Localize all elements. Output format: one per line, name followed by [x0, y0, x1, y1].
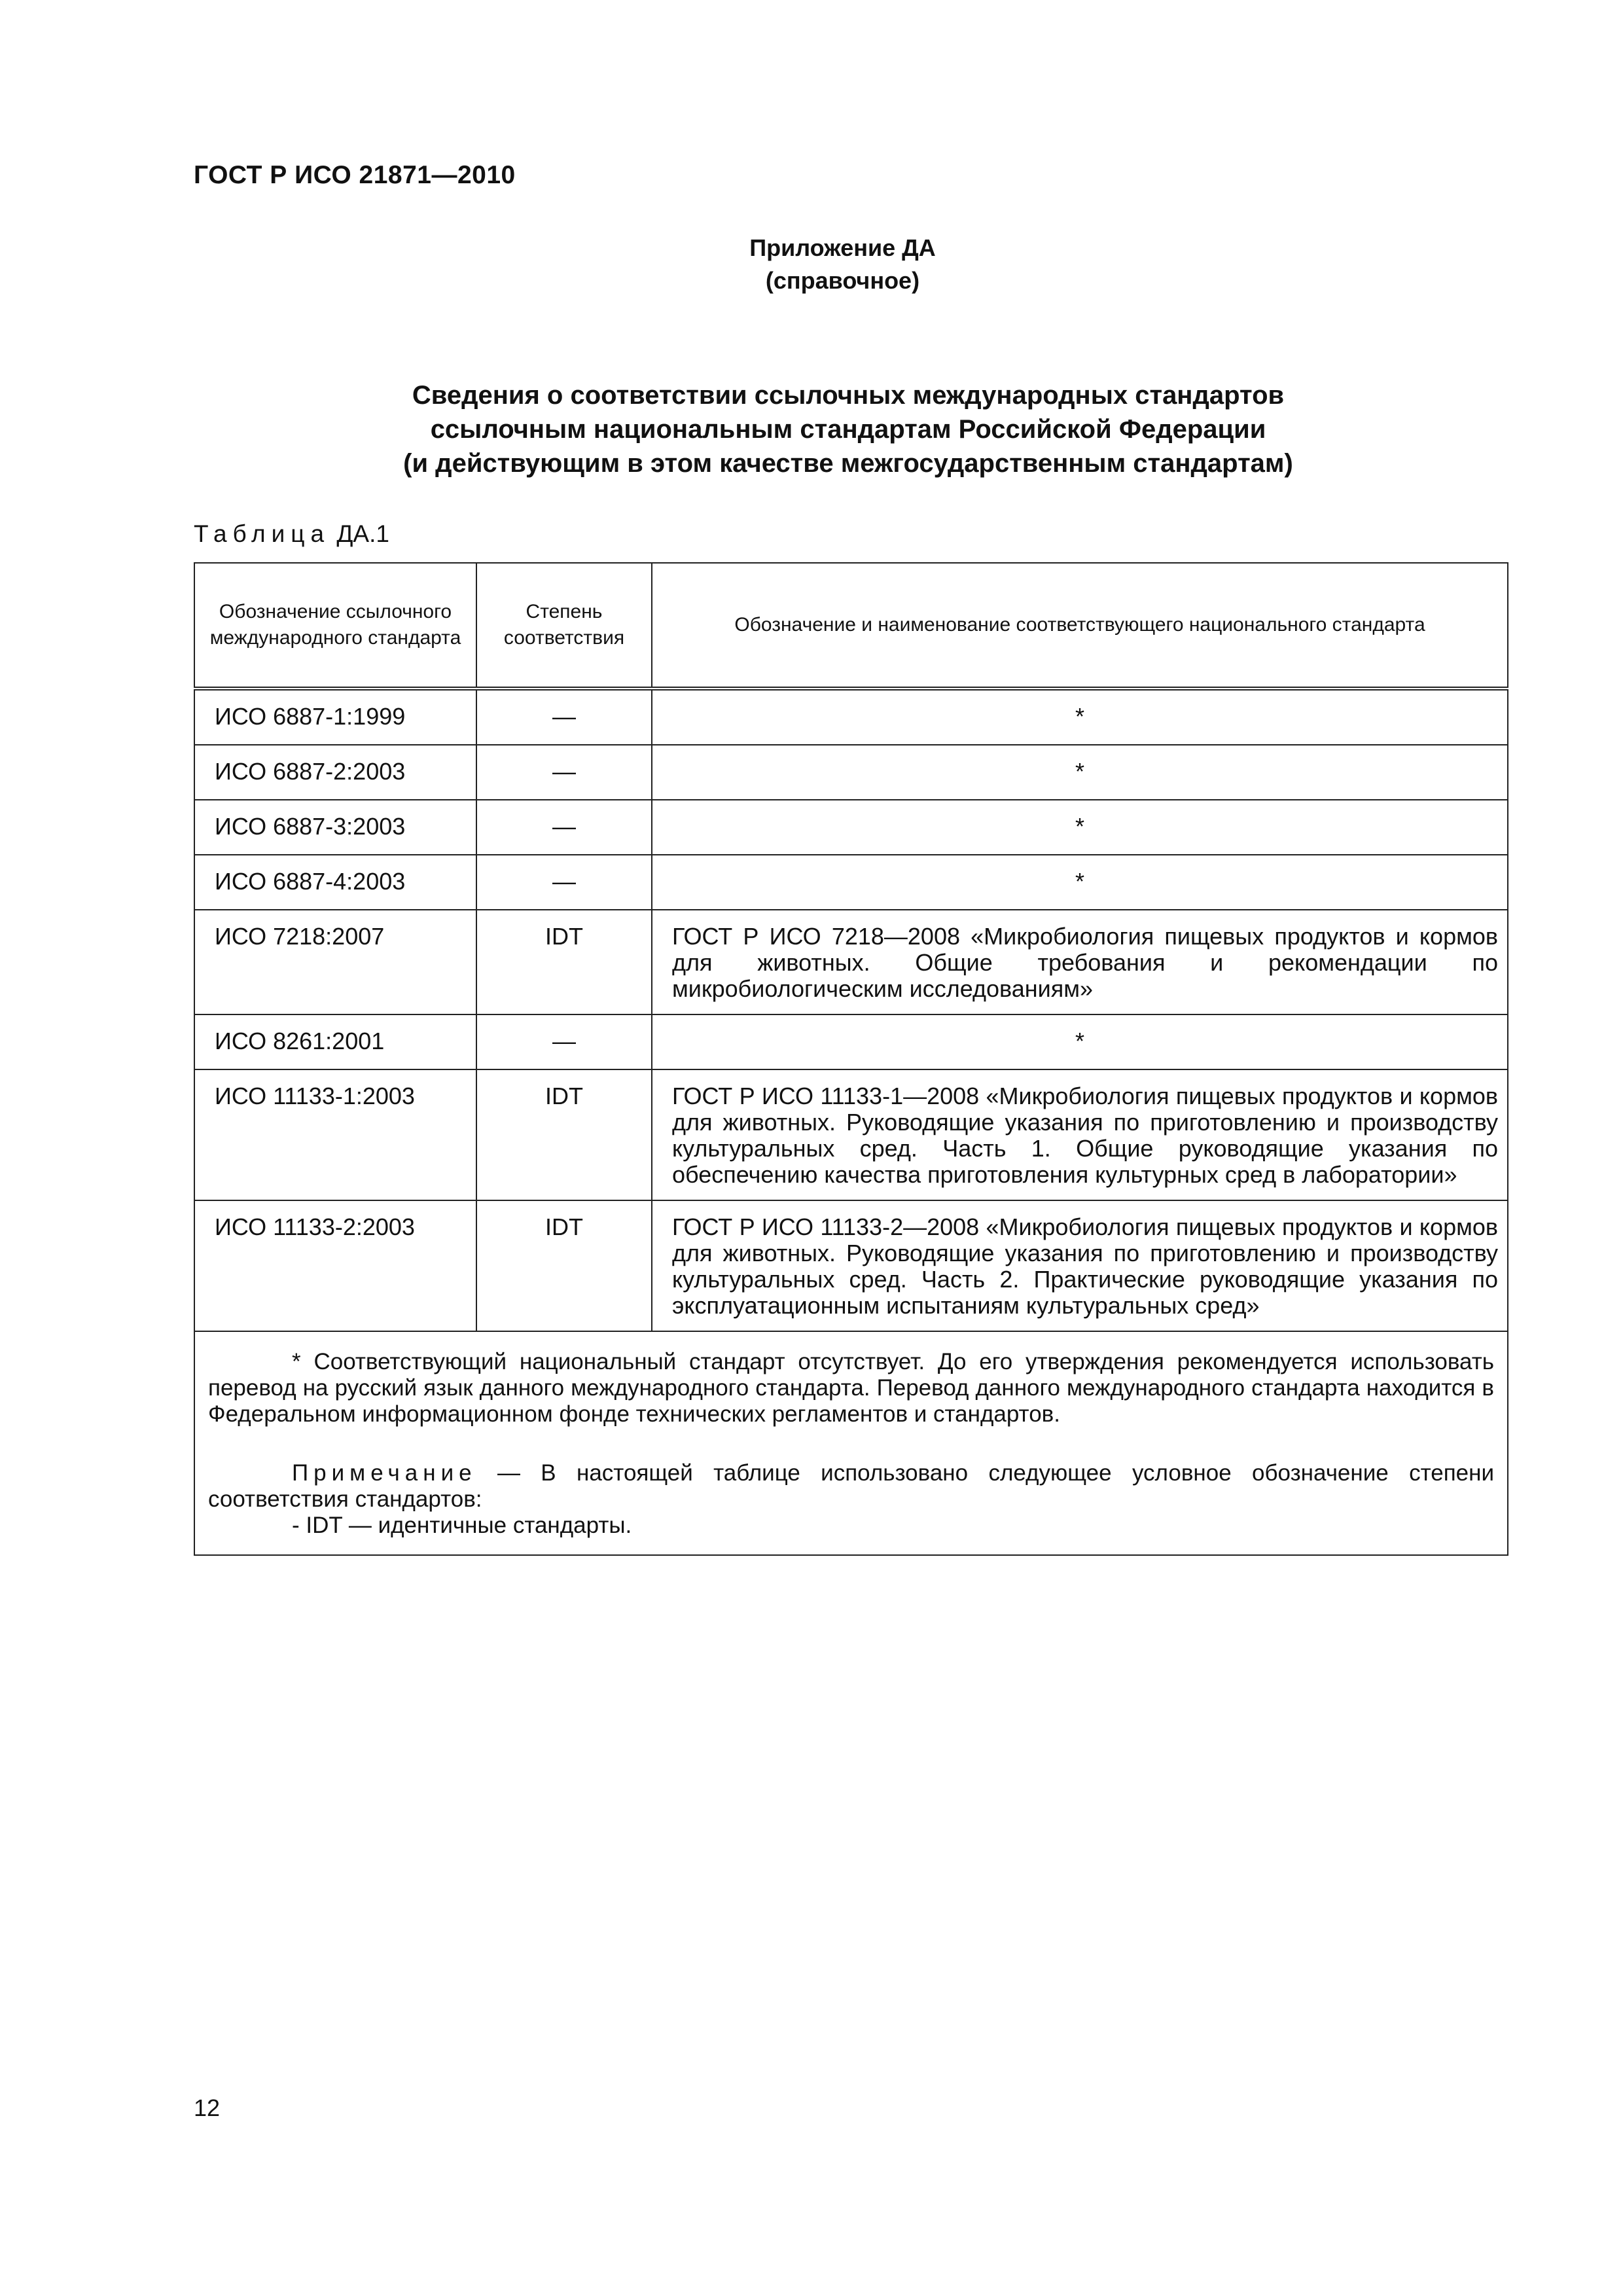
appendix-title — [194, 378, 1503, 480]
note-label: Примечание — [292, 1460, 477, 1486]
cell-national-standard: * — [652, 855, 1508, 910]
document-code: ГОСТ Р ИСО 21871—2010 — [194, 161, 516, 189]
cell-ref-standard: ИСО 6887-1:1999 — [194, 689, 476, 745]
cell-ref-standard: ИСО 6887-2:2003 — [194, 745, 476, 800]
table-row — [194, 745, 1508, 800]
header-national-standard: Обозначение и наименование соответствующего национального стандарта — [652, 563, 1508, 689]
cell-degree: — — [476, 689, 652, 745]
table-caption-number: ДА.1 — [336, 520, 389, 547]
page-number: 12 — [194, 2094, 221, 2121]
cell-ref-standard: ИСО 6887-3:2003 — [194, 800, 476, 855]
cell-national-standard: * — [652, 800, 1508, 855]
appendix-label: Приложение ДА — [749, 234, 936, 261]
footnote-text: * Соответствующий национальный стандарт отсутствует. До его утверждения рекомендуется использовать перевод на русский язык данного международного стандарта. Перевод данного международного стандарта находится в Федеральном информационном фонде технических регламентов и стандартов. — [208, 1349, 1494, 1427]
cell-ref-standard: ИСО 7218:2007 — [194, 910, 476, 1014]
title-line-2: ссылочным национальным стандартам Российской Федерации — [430, 415, 1266, 444]
table-row — [194, 855, 1508, 910]
table-footnote-row — [194, 1331, 1508, 1555]
table-header-row — [194, 563, 1508, 689]
title-line-1: Сведения о соответствии ссылочных международных стандартов — [412, 381, 1285, 410]
cell-degree: — — [476, 1014, 652, 1069]
header-ref-standard: Обозначение ссылочного международного стандарта — [194, 563, 476, 689]
table-row — [194, 800, 1508, 855]
table-row — [194, 1014, 1508, 1069]
table-row — [194, 1200, 1508, 1331]
note-text: — В настоящей таблице использовано следующее условное обозначение степени соответствия стандартов: — [208, 1460, 1494, 1512]
appendix-kind: (справочное) — [765, 267, 920, 294]
cell-national-standard: ГОСТ Р ИСО 7218—2008 «Микробиология пищевых продуктов и кормов для животных. Общие требования и рекомендации по микробиологическим исследованиям» — [652, 910, 1508, 1014]
cell-ref-standard: ИСО 11133-2:2003 — [194, 1200, 476, 1331]
cell-degree: IDT — [476, 1069, 652, 1200]
cell-national-standard: * — [652, 689, 1508, 745]
cell-national-standard: ГОСТ Р ИСО 11133-2—2008 «Микробиология пищевых продуктов и кормов для животных. Руководящие указания по приготовлению и производству культуральных сред. Часть 2. Практические руководящие указания по эксплуатационным испытаниям культуральных сред» — [652, 1200, 1508, 1331]
cell-national-standard: ГОСТ Р ИСО 11133-1—2008 «Микробиология пищевых продуктов и кормов для животных. Руководящие указания по приготовлению и производству культуральных сред. Часть 1. Общие руководящие указания по обеспечению качества приготовления культурных сред в лаборатории» — [652, 1069, 1508, 1200]
cell-ref-standard: ИСО 11133-1:2003 — [194, 1069, 476, 1200]
note-list-item: - IDT — идентичные стандарты. — [292, 1513, 632, 1538]
cell-degree: IDT — [476, 910, 652, 1014]
table-row — [194, 689, 1508, 745]
cell-degree: — — [476, 855, 652, 910]
table-note — [208, 1460, 1494, 1513]
cell-ref-standard: ИСО 6887-4:2003 — [194, 855, 476, 910]
table-footnote-cell — [194, 1331, 1508, 1555]
table-row — [194, 1069, 1508, 1200]
header-degree: Степень соответствия — [476, 563, 652, 689]
cell-degree: — — [476, 800, 652, 855]
cell-degree: — — [476, 745, 652, 800]
cell-degree: IDT — [476, 1200, 652, 1331]
table-row — [194, 910, 1508, 1014]
appendix-heading — [654, 232, 1031, 297]
cell-national-standard: * — [652, 745, 1508, 800]
table-caption-word: Таблица — [194, 520, 330, 547]
cell-national-standard: * — [652, 1014, 1508, 1069]
table-caption — [194, 520, 389, 548]
correspondence-table — [194, 562, 1508, 1556]
cell-ref-standard: ИСО 8261:2001 — [194, 1014, 476, 1069]
title-line-3: (и действующим в этом качестве межгосударственным стандартам) — [403, 449, 1293, 478]
